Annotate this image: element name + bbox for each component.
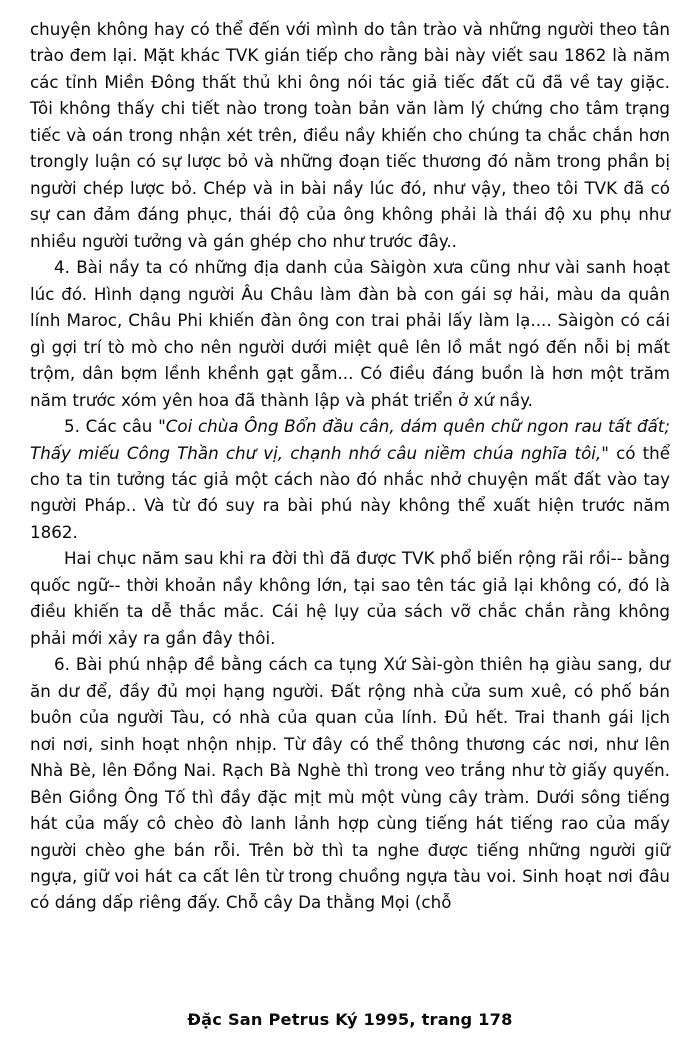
paragraph-5: 6. Bài phú nhập đề bằng cách ca tụng Xứ Sài-gòn thiên hạ giàu sang, dư ăn dư để, đầy đủ mọi hạng người. Đất rộng nhà cửa sum xuê, có phố bán buôn của người Tàu, có nhà của quan của lính. Đủ hết. Trai thanh gái lịch nơi nơi, sinh hoạt nhộn nhịp. Từ đây có thể thông thương các nơi, như lên Nhà Bè, lên Đồng Nai. Rạch Bà Nghè thì trong veo trắng như tờ giấy quyến. Bên Giồng Ông Tố thì đầy đặc mịt mù một vùng cây tràm. Dưới sông tiếng hát của mấy cô chèo đò lanh lảnh hợp cùng tiếng hát tiếng rao của mấy người chèo ghe bán rỗi. Trên bờ thì ta nghe được tiếng những người giữ ngựa, giữ voi hát ca cất lên từ trong chuồng ngựa tàu voi. Sinh hoạt nơi đâu có dáng dấp riêng đấy. Chỗ cây Da thằng Mọi (chỗ (30, 654, 670, 913)
paragraph-3-suffix: có thể cho ta tin tưởng tác giả một cách nào đó nhắc nhở chuyện mất đất vào tay người Pháp.. Và từ đó suy ra bài phú này không thể xuất hiện trước năm 1862. (30, 442, 670, 542)
paragraph-3-prefix: 5. Các câu (64, 416, 159, 437)
paragraph-3-quote: "Coi chùa Ông Bổn đầu cân, dám quên chữ ngon rau tất đất; Thấy miếu Công Thần chư vị, chạnh nhớ câu niềm chúa nghĩa tôi," (30, 416, 670, 463)
paragraph-4: Hai chục năm sau khi ra đời thì đã được TVK phổ biến rộng rãi rồi-- bằng quốc ngữ-- thời khoản nầy không lớn, tại sao tên tác giả lại không có, đó là điều khiến ta dễ thắc mắc. Cái hệ lụy của sách vỡ chắc chắn rằng không phải mới xảy ra gần đây thôi. (30, 548, 670, 648)
paragraph-3 (30, 413, 670, 545)
paragraph-1: chuyện không hay có thể đến với mình do tân trào và những người theo tân trào đem lại. Mặt khác TVK gián tiếp cho rằng bài này viết sau 1862 là năm các tỉnh Miền Đông thất thủ khi ông nói tác giả tiếc đất cũ đã về tay giặc. Tôi không thấy chi tiết nào trong toàn bản văn làm lý chứng cho tâm trạng tiếc và oán trong nhận xét trên, điều nầy khiến cho chúng ta chắc chắn hơn trongly luận có sự lược bỏ và những đoạn tiếc thương đó nằm trong phần bị người chép lược bỏ. Chép và in bài nầy lúc đó, như vậy, theo tôi TVK đã có sự can đảm đáng phục, thái độ của ông không phải là thái độ xu phụ như nhiều người tưởng và gán ghép cho như trước đây.. (30, 19, 670, 251)
document-body (30, 16, 670, 916)
page-footer: Đặc San Petrus Ký 1995, trang 178 (187, 1010, 513, 1029)
paragraph-2: 4. Bài nầy ta có những địa danh của Sàigòn xưa cũng như vài sanh hoạt lúc đó. Hình dạng người Âu Châu làm đàn bà con gái sợ hải, màu da quân lính Maroc, Châu Phi khiến đàn ông con trai phải lấy làm lạ.... Sàigòn có cái gì gợi trí tò mò cho nên người dưới miệt quê lên lồ mắt ngó đến nỗi bị mất trộm, dân bợm lềnh khềnh gạt gẫm... Có điều đáng buồn là hơn một trăm năm trước xóm yên hoa đã thành lập và phát triển ở xứ nầy. (30, 257, 670, 410)
